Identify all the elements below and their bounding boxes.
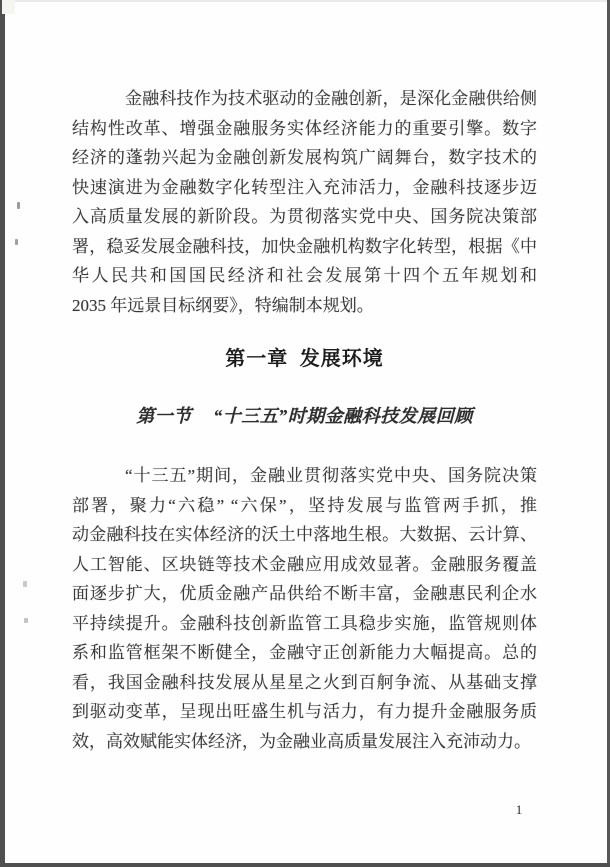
scan-speck [17, 202, 20, 209]
text-line: 人工智能、区块链等技术金融应用成效显著。金融服务覆盖 [72, 554, 537, 574]
scan-corner-notch [2, 0, 15, 14]
text-line: 部署，聚力“六稳” “六保”，坚持发展与监管两手抓，推 [72, 495, 537, 515]
text-line: 署，稳妥发展金融科技，加快金融机构数字化转型，根据《中 [72, 236, 537, 256]
text-line: 快速演进为金融数字化转型注入充沛活力，金融科技逐步迈 [72, 177, 537, 197]
text-line: 系和监管框架不断健全，金融守正创新能力大幅提高。总的 [72, 643, 537, 662]
scan-speck [24, 618, 28, 623]
text-line: 到驱动变革，呈现出旺盛生机与活力，有力提升金融服务质 [72, 702, 537, 721]
text-line: 看，我国金融科技发展从星星之火到百舸争流、从基础支撑 [72, 672, 537, 692]
scan-edge-left [0, 0, 5, 867]
text-line: 入高质量发展的新阶段。为贯彻落实党中央、国务院决策部 [72, 207, 537, 226]
section-number: 第一节 [136, 406, 192, 426]
text-line: 动金融科技在实体经济的沃土中落地生根。大数据、云计算、 [72, 525, 537, 544]
intro-paragraph [72, 84, 537, 320]
review-paragraph [72, 461, 537, 756]
text-line: 金融科技作为技术驱动的金融创新，是深化金融供给侧 [125, 89, 537, 108]
text-line: 平持续提升。金融科技创新监管工具稳步实施，监管规则体 [72, 613, 537, 633]
scan-speck [15, 239, 18, 245]
text-line: 华人民共和国国民经济和社会发展第十四个五年规划和 [72, 266, 537, 285]
section-title: “十三五”时期金融科技发展回顾 [213, 406, 473, 426]
scan-edge-bottom [0, 863, 610, 867]
scan-edge-top [0, 0, 610, 2]
chapter-heading: 第一章 发展环境 [225, 348, 384, 370]
text-line: 经济的蓬勃兴起为金融创新发展构筑广阔舞台，数字技术的 [72, 148, 537, 167]
text-line: 结构性改革、增强金融服务实体经济能力的重要引擎。数字 [72, 118, 537, 138]
page-number: 1 [515, 802, 523, 817]
section-heading [72, 402, 537, 428]
text-line: “十三五”期间，金融业贯彻落实党中央、国务院决策 [125, 466, 537, 485]
text-line: 效，高效赋能实体经济，为金融业高质量发展注入充沛动力。 [72, 731, 531, 751]
text-line: 面逐步扩大，优质金融产品供给不断丰富，金融惠民利企水 [72, 584, 537, 603]
scan-speck [23, 581, 27, 587]
text-line: 2035 年远景目标纲要》，特编制本规划。 [72, 295, 374, 315]
